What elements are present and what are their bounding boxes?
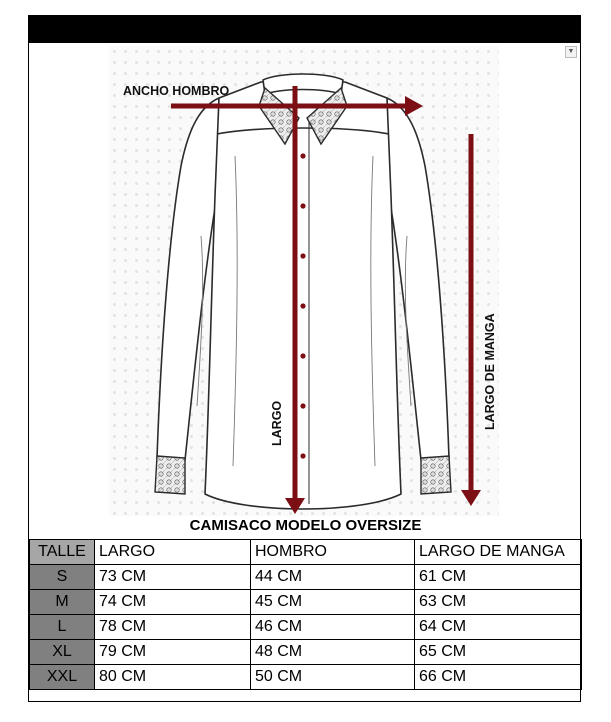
size-cell: L <box>30 615 95 640</box>
table-row <box>30 640 582 665</box>
size-cell: M <box>30 590 95 615</box>
header-hombro: HOMBRO <box>251 540 415 565</box>
manga-cell: 66 CM <box>415 665 582 690</box>
shirt-measurement-diagram <box>109 46 499 516</box>
manga-cell: 64 CM <box>415 615 582 640</box>
table-row <box>30 615 582 640</box>
manga-cell: 61 CM <box>415 565 582 590</box>
largo-cell: 78 CM <box>95 615 251 640</box>
top-black-bar <box>29 16 580 43</box>
table-row <box>30 590 582 615</box>
hombro-cell: 50 CM <box>251 665 415 690</box>
label-largo: LARGO <box>270 400 284 446</box>
label-largo-de-manga: LARGO DE MANGA <box>483 313 497 430</box>
manga-cell: 65 CM <box>415 640 582 665</box>
largo-cell: 73 CM <box>95 565 251 590</box>
largo-cell: 79 CM <box>95 640 251 665</box>
header-largo: LARGO <box>95 540 251 565</box>
table-row <box>30 665 582 690</box>
largo-cell: 74 CM <box>95 590 251 615</box>
chart-caption: CAMISACO MODELO OVERSIZE <box>189 517 422 534</box>
size-cell: XXL <box>30 665 95 690</box>
size-cell: S <box>30 565 95 590</box>
header-talle: TALLE <box>30 540 95 565</box>
table-row <box>30 565 582 590</box>
size-chart-sheet <box>28 15 581 702</box>
label-ancho-hombro: ANCHO HOMBRO <box>123 84 230 98</box>
size-table <box>29 539 582 690</box>
table-header-row <box>30 540 582 565</box>
hombro-cell: 46 CM <box>251 615 415 640</box>
size-cell: XL <box>30 640 95 665</box>
dropdown-arrow-icon[interactable]: ▼ <box>565 46 577 58</box>
hombro-cell: 45 CM <box>251 590 415 615</box>
hombro-cell: 44 CM <box>251 565 415 590</box>
shirt-illustration <box>109 46 499 516</box>
manga-cell: 63 CM <box>415 590 582 615</box>
largo-cell: 80 CM <box>95 665 251 690</box>
header-largo-de-manga: LARGO DE MANGA <box>415 540 582 565</box>
hombro-cell: 48 CM <box>251 640 415 665</box>
